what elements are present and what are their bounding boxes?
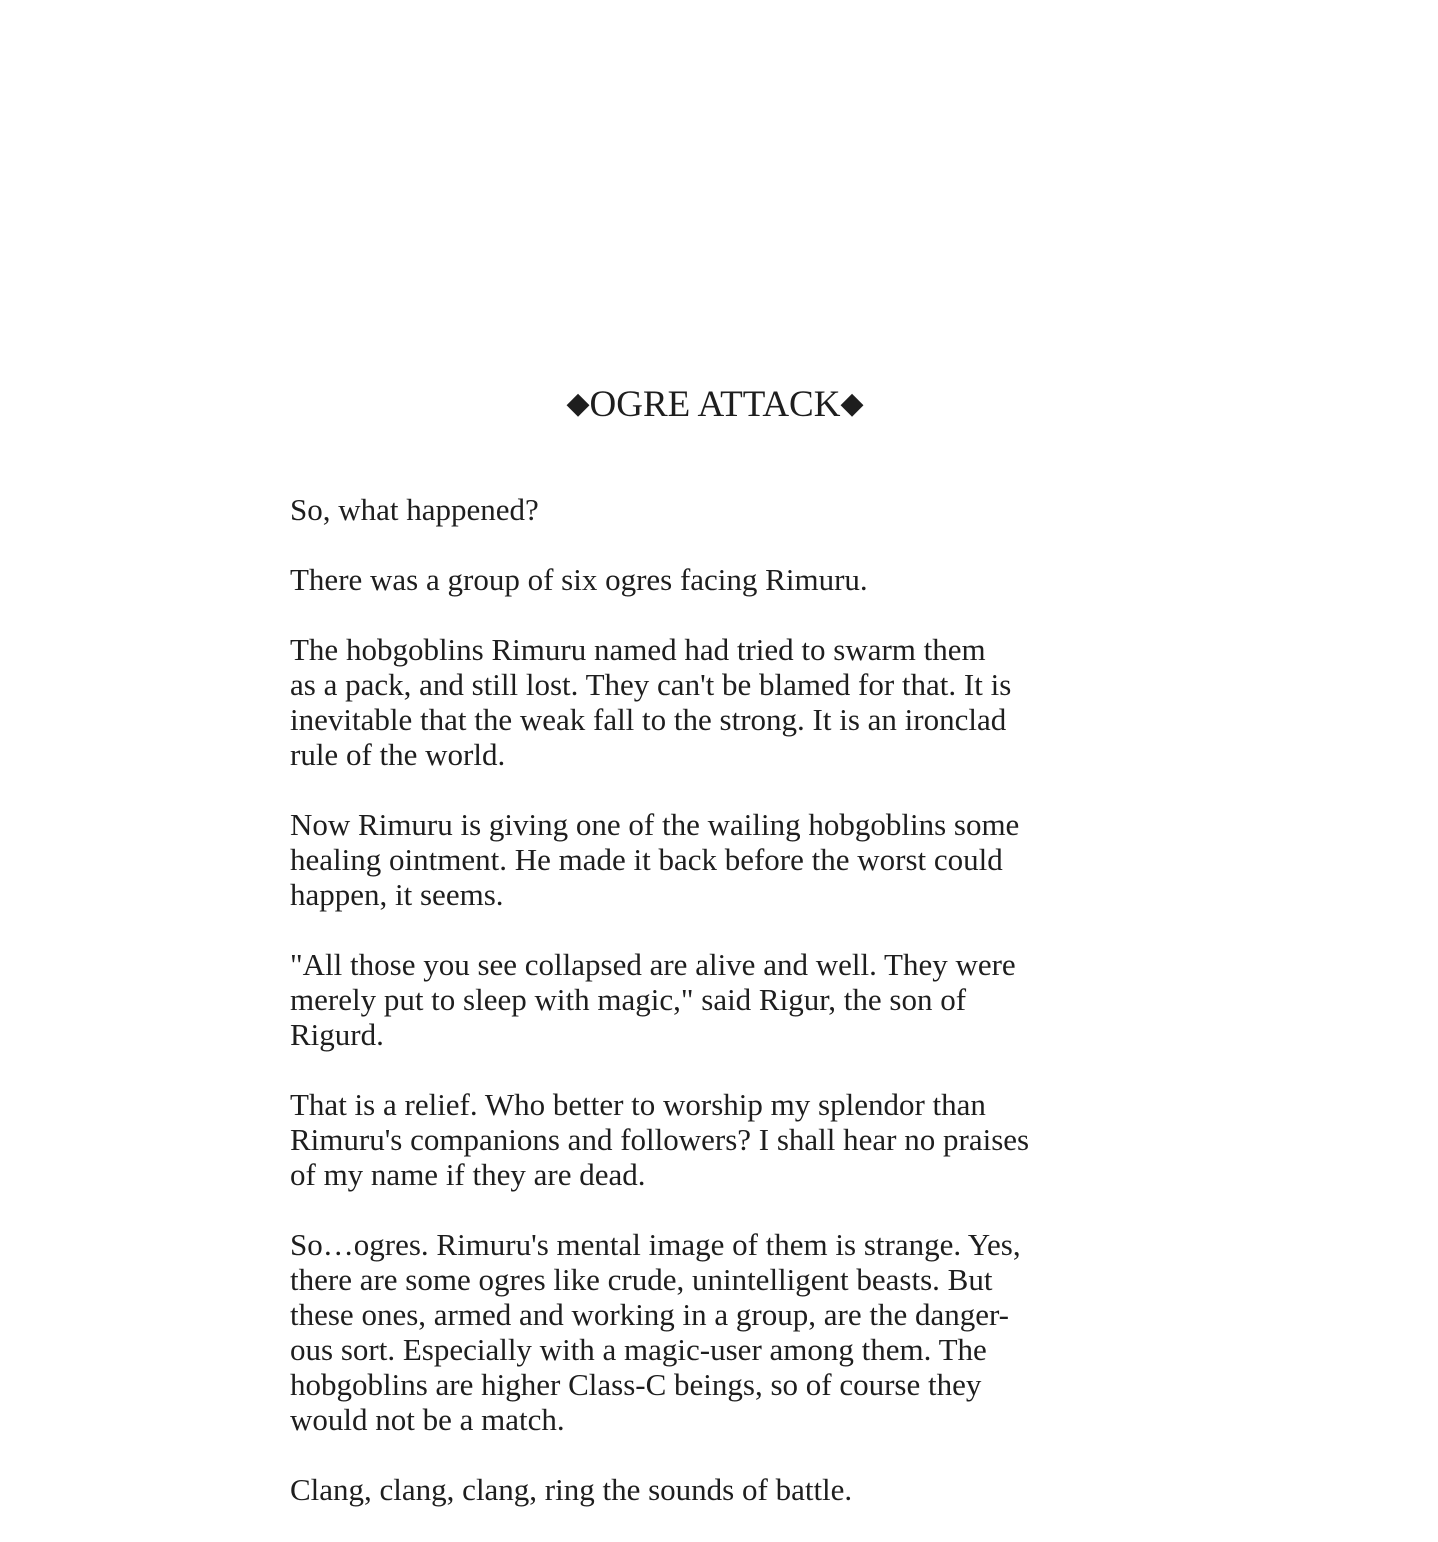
text-line: ous sort. Especially with a magic-user among them. The [290,1332,987,1367]
body-text [290,492,1140,1542]
text-line: Rigurd. [290,1017,384,1052]
text-line: these ones, armed and working in a group, are the danger- [290,1297,1010,1332]
text-line: as a pack, and still lost. They can't be blamed for that. It is [290,667,1012,702]
paragraph [290,1087,1140,1192]
paragraph [290,492,1140,527]
paragraph [290,632,1140,772]
paragraph [290,562,1140,597]
text-line: hobgoblins are higher Class-C beings, so of course they [290,1367,982,1402]
text-line: happen, it seems. [290,877,504,912]
text-line: merely put to sleep with magic," said Rigur, the son of [290,982,967,1017]
paragraph [290,807,1140,912]
text-line: Clang, clang, clang, ring the sounds of battle. [290,1472,853,1507]
chapter-title [0,380,1430,429]
text-line: healing ointment. He made it back before the worst could [290,842,1003,877]
paragraph [290,1227,1140,1437]
diamond-left-icon: ◆ [566,387,590,420]
text-line: rule of the world. [290,737,506,772]
paragraph [290,1472,1140,1507]
text-line: would not be a match. [290,1402,565,1437]
text-line: of my name if they are dead. [290,1157,646,1192]
paragraph [290,947,1140,1052]
text-line: "All those you see collapsed are alive and well. They were [290,947,1016,982]
text-line: inevitable that the weak fall to the strong. It is an ironclad [290,702,1007,737]
text-line: So…ogres. Rimuru's mental image of them is strange. Yes, [290,1227,1021,1262]
chapter-title-text: OGRE ATTACK [589,384,841,425]
text-line: The hobgoblins Rimuru named had tried to swarm them [290,632,986,667]
text-line: Now Rimuru is giving one of the wailing hobgoblins some [290,807,1020,842]
text-line: So, what happened? [290,492,539,527]
text-line: That is a relief. Who better to worship my splendor than [290,1087,986,1122]
text-line: There was a group of six ogres facing Rimuru. [290,562,868,597]
text-line: Rimuru's companions and followers? I shall hear no praises [290,1122,1030,1157]
text-line: there are some ogres like crude, unintelligent beasts. But [290,1262,993,1297]
diamond-right-icon: ◆ [840,387,864,420]
